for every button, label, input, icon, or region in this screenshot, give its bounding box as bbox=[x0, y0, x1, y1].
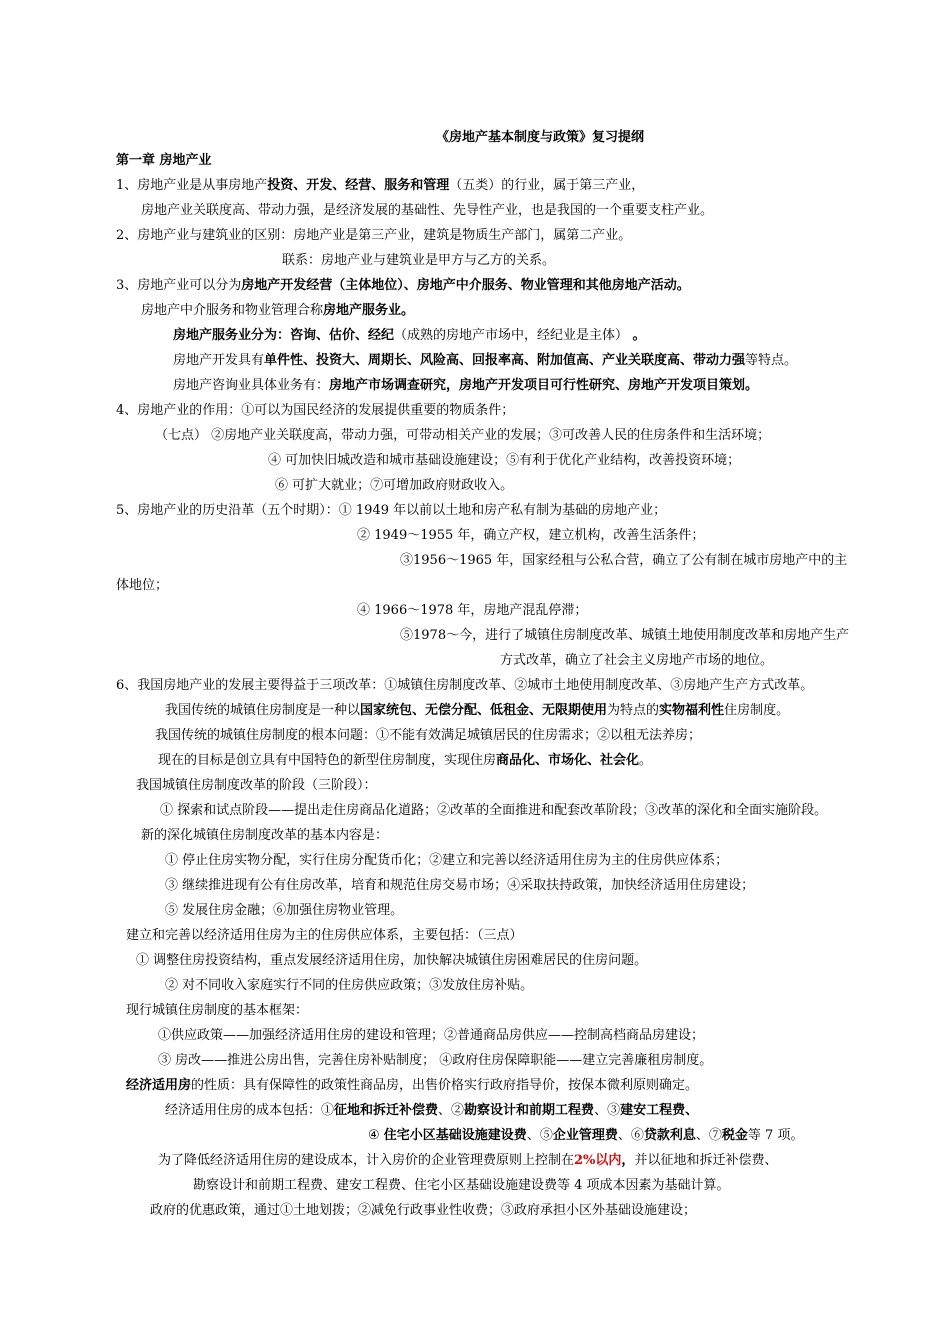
text-line bbox=[116, 177, 644, 194]
text-span: 我国传统的城镇住房制度是一种以 bbox=[165, 703, 361, 718]
text-span: ① 调整住房投资结构，重点发展经济适用住房，加快解决城镇住房困难居民的住房问题。 bbox=[136, 953, 648, 968]
text-span: 现在的目标是创立具有中国特色的新型住房制度，实现住房 bbox=[158, 753, 497, 768]
text-span: ① 探索和试点阶段——提出走住房商品化道路；②改革的全面推进和配套改革阶段；③改革的深化和全面实施阶段。 bbox=[160, 803, 828, 818]
text-span: 经济适用住房的成本包括：① bbox=[165, 1103, 335, 1118]
text-line bbox=[126, 1077, 698, 1094]
text-line bbox=[158, 1052, 712, 1069]
text-line bbox=[116, 677, 813, 694]
text-line bbox=[158, 1152, 777, 1169]
text-line bbox=[193, 1177, 730, 1194]
text-line bbox=[275, 477, 513, 494]
text-span: ⑤1978～今，进行了城镇住房制度改革、城镇土地使用制度改革和房地产生产 bbox=[400, 628, 850, 643]
text-line bbox=[368, 1127, 803, 1144]
text-span: （成熟的房地产市场中，经纪业是主体） bbox=[394, 328, 629, 343]
text-line bbox=[155, 727, 701, 744]
text-line bbox=[173, 352, 797, 369]
text-line bbox=[173, 377, 758, 394]
text-span: ② 1949～1955 年，确立产权，建立机构，改善生活条件； bbox=[357, 528, 705, 543]
bold-text: 房地产开发经营（主体地位）、房地产中介服务、物业管理和其他房地产活动。 bbox=[241, 278, 690, 293]
text-line bbox=[165, 852, 728, 869]
text-span: （五类）的行业，属于第三产业， bbox=[449, 178, 645, 193]
text-line bbox=[136, 952, 647, 969]
bold-text: 商品化、市场化、社会化 bbox=[496, 753, 640, 768]
bold-text: 单件性、投资大、周期长、风险高、回报率高、附加值高、产业关联度高、带动力强 bbox=[264, 353, 746, 368]
text-line bbox=[126, 1002, 308, 1019]
text-span: 4、房地产业的作用：①可以为国民经济的发展提供重要的物质条件； bbox=[116, 403, 515, 418]
text-span: ⑤ 发展住房金融；⑥加强住房物业管理。 bbox=[165, 903, 404, 918]
bold-text: 。 bbox=[628, 328, 646, 343]
text-line bbox=[165, 702, 789, 719]
text-span: 房地产业关联度高、带动力强，是经济发展的基础性、先导性产业，也是我国的一个重要支柱产业。 bbox=[141, 203, 714, 218]
bold-text: ， bbox=[621, 1153, 635, 1168]
text-line bbox=[357, 527, 704, 544]
bold-text: 投资、开发、经营、服务和管理 bbox=[267, 178, 450, 193]
text-span: 等特点。 bbox=[745, 353, 798, 368]
text-span: ④ bbox=[368, 1128, 384, 1143]
text-span: 1、房地产业是从事房地产 bbox=[116, 178, 268, 193]
text-span: 、② bbox=[438, 1103, 465, 1118]
bold-text: 经济适用房 bbox=[126, 1078, 192, 1093]
text-span: 房地产开发具有 bbox=[173, 353, 265, 368]
text-line bbox=[116, 152, 212, 169]
text-line bbox=[116, 402, 514, 419]
text-span: ③ 房改——推进公房出售，完善住房补贴制度； ④政府住房保障职能——建立完善廉租房制度。 bbox=[158, 1053, 713, 1068]
text-line bbox=[158, 1027, 704, 1044]
text-span: 我国传统的城镇住房制度的根本问题：①不能有效满足城镇居民的住房需求；②以租无法养房； bbox=[155, 728, 702, 743]
text-line bbox=[165, 977, 533, 994]
bold-text: 国家统包、无偿分配、低租金、无限期使用 bbox=[360, 703, 608, 718]
text-span: ⑥ 可扩大就业；⑦可增加政府财政收入。 bbox=[275, 478, 514, 493]
text-span: 。 bbox=[639, 753, 653, 768]
text-span: 建立和完善以经济适用住房为主的住房供应体系，主要包括：（三点） bbox=[126, 928, 523, 943]
text-span: 为特点的 bbox=[607, 703, 660, 718]
bold-text: 贷款利息 bbox=[643, 1128, 696, 1143]
bold-text: 建安工程费、 bbox=[620, 1103, 699, 1118]
text-span: 为了降低经济适用住房的建设成本，计入房价的企业管理费原则上控制在 bbox=[158, 1153, 575, 1168]
bold-text: 房地产市场调查研究，房地产开发项目可行性研究、房地产开发项目策划。 bbox=[329, 378, 759, 393]
text-line bbox=[116, 227, 631, 244]
text-span: 现行城镇住房制度的基本框架： bbox=[126, 1003, 309, 1018]
text-span: 体地位； bbox=[116, 578, 169, 593]
text-line bbox=[155, 427, 770, 444]
bold-text: 企业管理费 bbox=[552, 1128, 618, 1143]
text-span: 政府的优惠政策，通过①土地划拨；②减免行政事业性收费；③政府承担小区外基础设施建设； bbox=[150, 1203, 697, 1218]
bold-text: 房地产服务业分为：咨询、估价、经纪 bbox=[173, 328, 395, 343]
text-line bbox=[165, 902, 403, 919]
text-line bbox=[116, 502, 666, 519]
text-span: 联系：房地产业与建筑业是甲方与乙方的关系。 bbox=[282, 253, 556, 268]
text-line bbox=[268, 452, 740, 469]
text-line bbox=[116, 277, 690, 294]
text-span: ④ 1966～1978 年，房地产混乱停滞； bbox=[357, 603, 588, 618]
text-span: 、⑤ bbox=[526, 1128, 553, 1143]
text-span: ③1956～1965 年，国家经租与公私合营，确立了公有制在城市房地产中的主 bbox=[400, 553, 848, 568]
text-line bbox=[357, 602, 587, 619]
text-span: 、③ bbox=[594, 1103, 621, 1118]
text-span: ① 停止住房实物分配，实行住房分配货币化；②建立和完善以经济适用住房为主的住房供应体系； bbox=[165, 853, 729, 868]
text-span: ③ 继续推进现有公有住房改革，培育和规范住房交易市场；④采取扶持政策，加快经济适用住房建设； bbox=[165, 878, 755, 893]
text-span: 5、房地产业的历史沿革（五个时期）：① 1949 年以前以土地和房产私有制为基础的房地产业； bbox=[116, 503, 667, 518]
text-line bbox=[116, 577, 168, 594]
text-line bbox=[136, 777, 377, 794]
text-line bbox=[165, 1102, 698, 1119]
text-line bbox=[141, 302, 414, 319]
text-span: 新的深化城镇住房制度改革的基本内容是： bbox=[141, 828, 389, 843]
text-line bbox=[158, 752, 652, 769]
text-span: 、⑥ bbox=[617, 1128, 644, 1143]
text-span: 2、房地产业与建筑业的区别：房地产业是第三产业，建筑是物质生产部门，属第二产业。 bbox=[116, 228, 632, 243]
text-span: 方式改革，确立了社会主义房地产市场的地位。 bbox=[500, 653, 774, 668]
text-line bbox=[173, 327, 646, 344]
text-span: （七点） ②房地产业关联度高，带动力强，可带动相关产业的发展；③可改善人民的住房条件和生活环境； bbox=[155, 428, 771, 443]
text-span: 并以征地和拆迁补偿费、 bbox=[634, 1153, 778, 1168]
text-line bbox=[400, 627, 849, 644]
bold-text: 住宅小区基础设施建设费 bbox=[383, 1128, 527, 1143]
text-line bbox=[400, 552, 847, 569]
text-span: 勘察设计和前期工程费、建安工程费、住宅小区基础设施建设费等 4 项成本因素为基础计算。 bbox=[193, 1178, 730, 1193]
text-span: ② 对不同收入家庭实行不同的住房供应政策；③发放住房补贴。 bbox=[165, 978, 534, 993]
text-line bbox=[150, 1202, 696, 1219]
text-span: ④ 可加快旧城改造和城市基础设施建设；⑤有利于优化产业结构，改善投资环境； bbox=[268, 453, 741, 468]
text-span: 的性质：具有保障性的政策性商品房，出售价格实行政府指导价，按保本微利原则确定。 bbox=[191, 1078, 699, 1093]
text-span: 等 7 项。 bbox=[747, 1128, 804, 1143]
text-span: ①供应政策——加强经济适用住房的建设和管理；②普通商品房供应——控制高档商品房建设； bbox=[158, 1028, 705, 1043]
text-span: 3、房地产业可以分为 bbox=[116, 278, 242, 293]
bold-text: 征地和拆迁补偿费 bbox=[334, 1103, 439, 1118]
highlight-text: 2%以内 bbox=[574, 1153, 622, 1168]
bold-text: 房地产服务业。 bbox=[323, 303, 415, 318]
bold-text: 实物福利性 bbox=[659, 703, 725, 718]
text-line bbox=[141, 827, 388, 844]
page-title: 《房地产基本制度与政策》复习提纲 bbox=[436, 130, 645, 145]
bold-text: 税金 bbox=[721, 1128, 748, 1143]
text-line bbox=[126, 927, 523, 944]
bold-text: 勘察设计和前期工程费 bbox=[464, 1103, 595, 1118]
text-span: 住房制度。 bbox=[724, 703, 790, 718]
text-line bbox=[165, 877, 754, 894]
text-span: 房地产中介服务和物业管理合称 bbox=[141, 303, 324, 318]
bold-text: 第一章 房地产业 bbox=[116, 153, 212, 168]
text-span: 6、我国房地产业的发展主要得益于三项改革：①城镇住房制度改革、②城市土地使用制度改革、③房地产生产方式改革。 bbox=[116, 678, 814, 693]
text-line bbox=[141, 202, 713, 219]
text-line bbox=[500, 652, 773, 669]
text-span: 我国城镇住房制度改革的阶段（三阶段）： bbox=[136, 778, 377, 793]
text-line bbox=[160, 802, 827, 819]
text-span: 、⑦ bbox=[695, 1128, 722, 1143]
text-span: 房地产咨询业具体业务有： bbox=[173, 378, 330, 393]
text-line bbox=[282, 252, 555, 269]
